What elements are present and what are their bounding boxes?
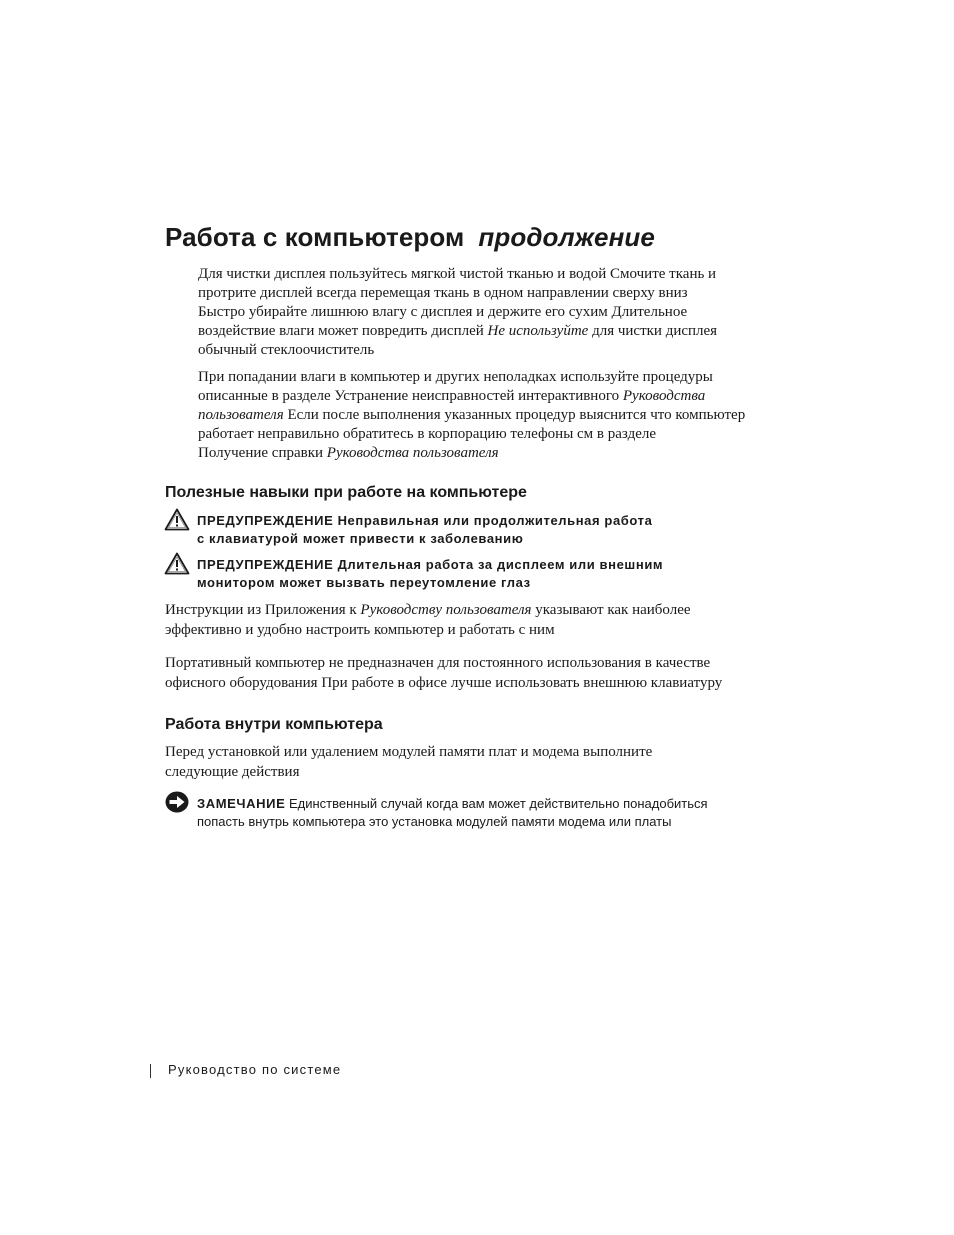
warning-keyboard [197,512,652,548]
text-line: Портативный компьютер не предназначен для постоянного использования в качестве [165,655,711,671]
notice-label: ЗАМЕЧАНИЕ [197,796,286,811]
text-line: работает неправильно обратитесь в корпорацию телефоны см в разделе [198,426,656,442]
text-line: описанные в разделе Устранение неисправностей интерактивного Руководства [198,388,706,404]
warning-triangle-icon [164,552,190,575]
before-install-paragraph [165,743,652,783]
notice-text: попасть внутрь компьютера это установка модулей памяти модема или платы [197,814,672,829]
text-line: Получение справки Руководства пользователя [198,445,499,461]
text-line: пользователя Если после выполнения указанных процедур выяснится что компьютер [198,407,746,423]
text-line: протрите дисплей всегда перемещая ткань в одном направлении сверху вниз [198,285,688,301]
text-line: воздействие влаги может повредить дисплей Не используйте для чистки дисплея [198,323,718,339]
text-line: Быстро убирайте лишнюю влагу с дисплея и держите его сухим Длительное [198,304,688,320]
text-line: Инструкции из Приложения к Руководству пользователя указывают как наиболее [165,602,691,618]
text-line: При попадании влаги в компьютер и других неполадках используйте процедуры [198,369,713,385]
page-title-continued: продолжение [478,222,655,252]
notice-block [197,795,708,831]
page-title-main: Работа с компьютером [165,222,465,252]
text-line: офисного оборудования При работе в офисе лучше использовать внешнюю клавиатуру [165,675,723,691]
moisture-paragraph [198,368,745,463]
text-line: Для чистки дисплея пользуйтесь мягкой чистой тканью и водой Смочите ткань и [198,266,717,282]
section-heading-ergonomics: Полезные навыки при работе на компьютере [165,484,527,501]
portable-paragraph [165,654,722,694]
text-line: эффективно и удобно настроить компьютер и работать с ним [165,622,555,638]
warning-text: с клавиатурой может привести к заболеванию [197,531,524,546]
warning-display [197,556,663,592]
text-line: Перед установкой или удалением модулей памяти плат и модема выполните [165,744,653,760]
warning-text: ПРЕДУПРЕЖДЕНИЕ Длительная работа за дисплеем или внешним [197,557,664,572]
warning-text: монитором может вызвать переутомление глаз [197,575,531,590]
notice-text: ЗАМЕЧАНИЕ Единственный случай когда вам может действительно понадобиться [197,796,708,811]
notice-arrow-icon [165,791,189,813]
text-line: обычный стеклоочиститель [198,342,375,358]
footer-divider [150,1064,151,1078]
warning-triangle-icon [164,508,190,531]
instructions-paragraph [165,601,691,641]
footer-text: Руководство по системе [168,1062,342,1077]
text-line: следующие действия [165,764,300,780]
section-heading-inside-computer: Работа внутри компьютера [165,716,383,733]
cleaning-paragraph [198,265,717,360]
warning-text: ПРЕДУПРЕЖДЕНИЕ Неправильная или продолжительная работа [197,513,653,528]
page-title [165,222,655,253]
